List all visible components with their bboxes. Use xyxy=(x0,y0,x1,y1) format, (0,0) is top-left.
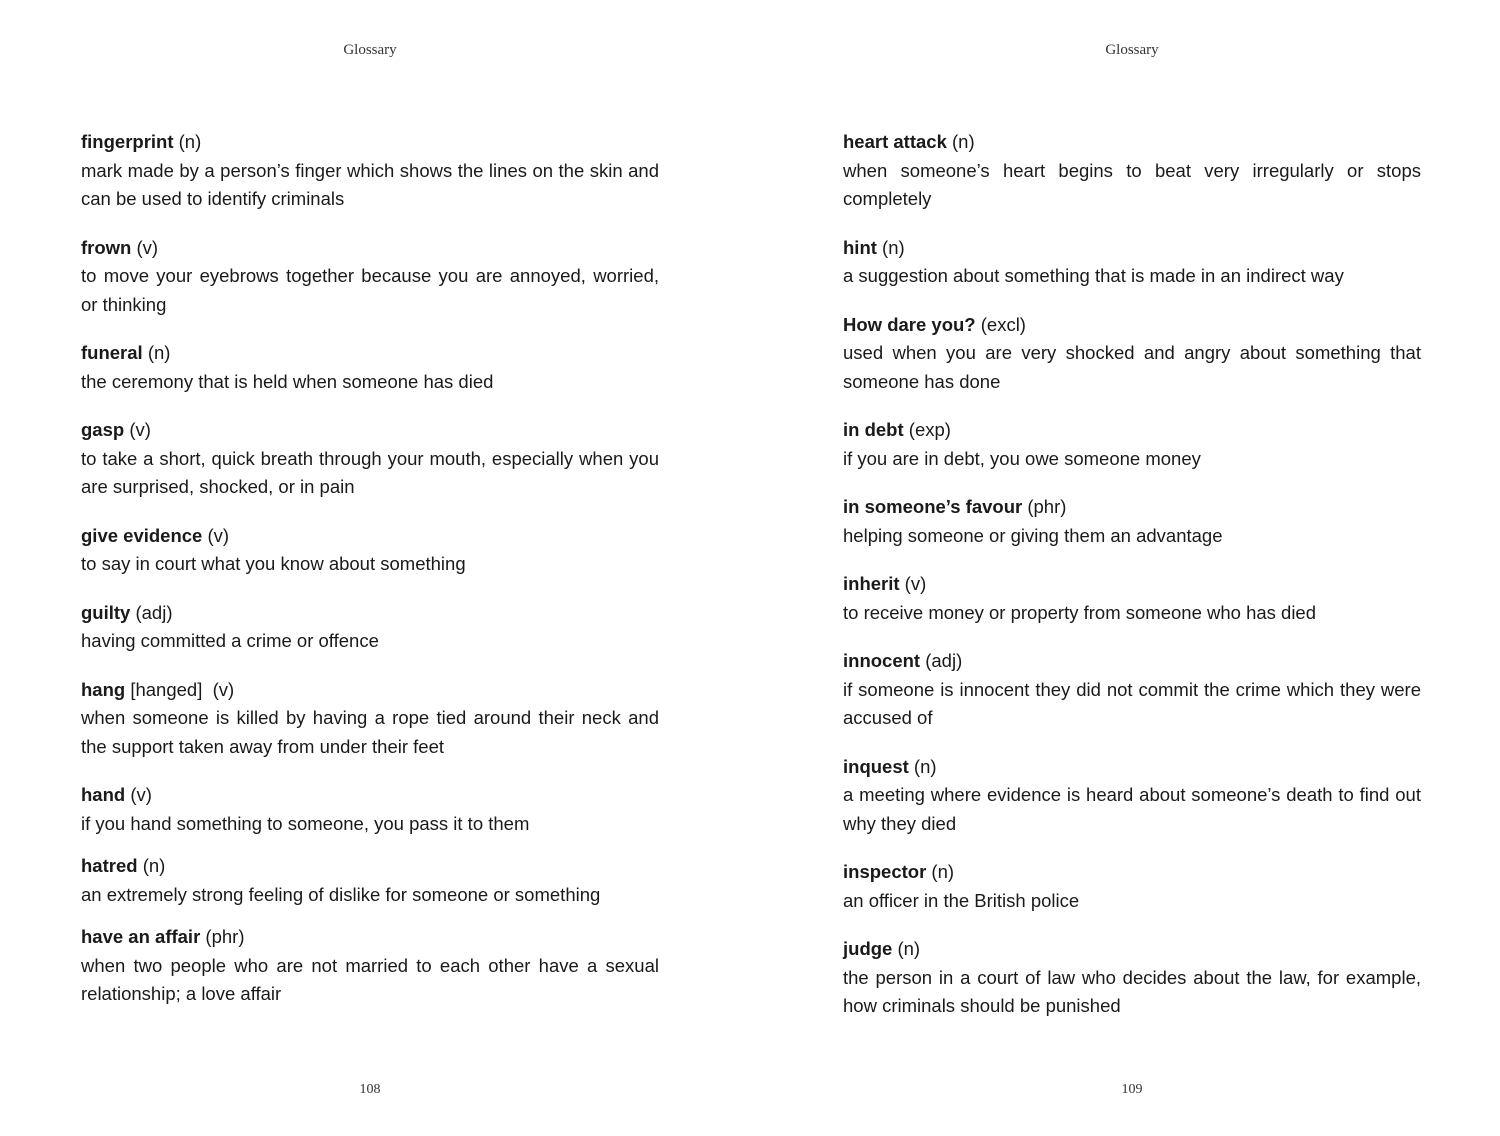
entry-definition: if you hand something to someone, you pass it to them xyxy=(81,812,530,834)
entry-headline xyxy=(843,570,1421,599)
entry-headline xyxy=(843,753,1421,782)
entry-definition: mark made by a person’s finger which shows the lines on the skin and can be used to identify criminals xyxy=(81,159,659,209)
entry-headline xyxy=(843,416,1421,445)
entry-term: give evidence xyxy=(81,524,203,546)
entry-definition: to receive money or property from someone who has died xyxy=(843,601,1317,623)
glossary-entry xyxy=(843,858,1421,915)
entry-headline xyxy=(81,416,659,445)
entry-headline xyxy=(843,234,1421,263)
entry-definition: when two people who are not married to each other have a sexual relationship; a love affair xyxy=(81,954,659,1004)
entry-term: guilty xyxy=(81,601,131,623)
entry-part-of-speech: (v) xyxy=(136,236,159,258)
entry-headline xyxy=(843,647,1421,676)
entry-definition: a meeting where evidence is heard about someone’s death to find out why they died xyxy=(843,784,1421,834)
glossary-entry xyxy=(843,570,1421,627)
entry-definition: helping someone or giving them an advantage xyxy=(843,524,1223,546)
entry-part-of-speech: (v) xyxy=(130,784,152,805)
entry-headline xyxy=(81,852,659,881)
entry-part-of-speech: (phr) xyxy=(1027,496,1067,517)
entry-part-of-speech: (phr) xyxy=(205,926,245,947)
entry-definition: to say in court what you know about something xyxy=(81,553,466,574)
glossary-entry xyxy=(81,522,659,579)
entry-headline xyxy=(81,676,659,705)
entry-part-of-speech: (excl) xyxy=(980,313,1026,335)
entry-definition: if you are in debt, you owe someone money xyxy=(843,447,1201,469)
entry-part-of-speech: (v) xyxy=(212,678,235,700)
glossary-entry xyxy=(81,416,659,502)
entry-term: innocent xyxy=(843,650,921,671)
entry-headline xyxy=(843,128,1421,157)
entry-definition: the ceremony that is held when someone has died xyxy=(81,370,494,392)
glossary-entry xyxy=(81,676,659,762)
entry-term: have an affair xyxy=(81,926,201,947)
entry-definition: when someone is killed by having a rope tied around their neck and the support taken away from under their feet xyxy=(81,707,659,757)
entry-term: judge xyxy=(843,938,893,959)
entry-part-of-speech: (v) xyxy=(207,524,230,546)
glossary-entry xyxy=(81,599,659,656)
entry-headline xyxy=(81,781,659,810)
entry-headline xyxy=(81,522,659,551)
entry-term: gasp xyxy=(81,419,125,440)
entry-part-of-speech: (n) xyxy=(952,131,975,152)
entry-definition: an officer in the British police xyxy=(843,889,1080,911)
glossary-entry xyxy=(843,311,1421,397)
entry-term: hand xyxy=(81,784,126,805)
glossary-entry xyxy=(843,935,1421,1021)
running-head: Glossary xyxy=(343,42,397,58)
entry-definition: to move your eyebrows together because you are annoyed, worried, or thinking xyxy=(81,265,659,315)
entry-definition: a suggestion about something that is made in an indirect way xyxy=(843,265,1344,286)
glossary-entry xyxy=(843,128,1421,214)
glossary-entry xyxy=(843,753,1421,839)
glossary-entry xyxy=(81,234,659,320)
glossary-entry xyxy=(81,781,659,838)
entry-part-of-speech: (n) xyxy=(147,342,171,363)
entry-term: hint xyxy=(843,236,877,258)
glossary-entry xyxy=(843,234,1421,291)
entry-headline xyxy=(81,923,659,952)
entry-headline xyxy=(81,339,659,368)
entry-headline xyxy=(843,935,1421,964)
entry-term: How dare you? xyxy=(843,313,976,335)
glossary-entry xyxy=(843,493,1421,550)
right-page xyxy=(843,0,1421,1136)
entry-headline xyxy=(81,234,659,263)
glossary-entry xyxy=(843,416,1421,473)
entry-part-of-speech: (adj) xyxy=(925,650,963,671)
glossary-entry xyxy=(81,923,659,1009)
entry-part-of-speech: (n) xyxy=(178,131,202,152)
entry-term: hatred xyxy=(81,855,138,876)
entry-term: inquest xyxy=(843,755,909,777)
entry-definition: to take a short, quick breath through your mouth, especially when you are surprised, shocked, or in pain xyxy=(81,447,659,497)
entry-definition: having committed a crime or offence xyxy=(81,630,379,651)
glossary-entry xyxy=(81,128,659,214)
entry-part-of-speech: (adj) xyxy=(135,601,173,623)
entry-part-of-speech: (n) xyxy=(142,855,166,876)
entry-definition: the person in a court of law who decides about the law, for example, how criminals should be punished xyxy=(843,966,1421,1016)
page-number: 109 xyxy=(1121,1082,1143,1097)
entry-headline xyxy=(843,858,1421,887)
entry-definition: an extremely strong feeling of dislike for someone or something xyxy=(81,883,601,905)
entry-term: inherit xyxy=(843,573,900,594)
entry-headline xyxy=(843,493,1421,522)
glossary-entry xyxy=(843,647,1421,733)
entry-term: heart attack xyxy=(843,131,947,152)
entry-part-of-speech: (exp) xyxy=(908,419,951,440)
entry-headline xyxy=(81,599,659,628)
entry-headline xyxy=(81,128,659,157)
entry-definition: used when you are very shocked and angry about something that someone has done xyxy=(843,342,1421,392)
running-head: Glossary xyxy=(1105,42,1159,58)
entry-part-of-speech: (n) xyxy=(897,938,921,959)
entry-part-of-speech: (v) xyxy=(129,419,151,440)
entry-term: funeral xyxy=(81,342,143,363)
entry-part-of-speech: (n) xyxy=(931,861,955,882)
left-page xyxy=(81,0,659,1136)
entry-part-of-speech: (v) xyxy=(904,573,927,594)
glossary-entry xyxy=(81,852,659,909)
entry-variant: [hanged] xyxy=(130,678,203,700)
entry-definition: when someone’s heart begins to beat very irregularly or stops completely xyxy=(843,159,1421,209)
entry-part-of-speech: (n) xyxy=(913,755,937,777)
entry-term: frown xyxy=(81,236,132,258)
entry-term: hang xyxy=(81,678,126,700)
entry-term: in debt xyxy=(843,419,904,440)
entry-part-of-speech: (n) xyxy=(882,236,905,258)
glossary-entries xyxy=(843,128,1421,1041)
glossary-entries xyxy=(81,128,659,1029)
page-number: 108 xyxy=(359,1082,381,1097)
entry-headline xyxy=(843,311,1421,340)
entry-term: fingerprint xyxy=(81,131,174,152)
glossary-entry xyxy=(81,339,659,396)
entry-term: inspector xyxy=(843,861,927,882)
entry-term: in someone’s favour xyxy=(843,496,1023,517)
entry-definition: if someone is innocent they did not commit the crime which they were accused of xyxy=(843,678,1421,728)
